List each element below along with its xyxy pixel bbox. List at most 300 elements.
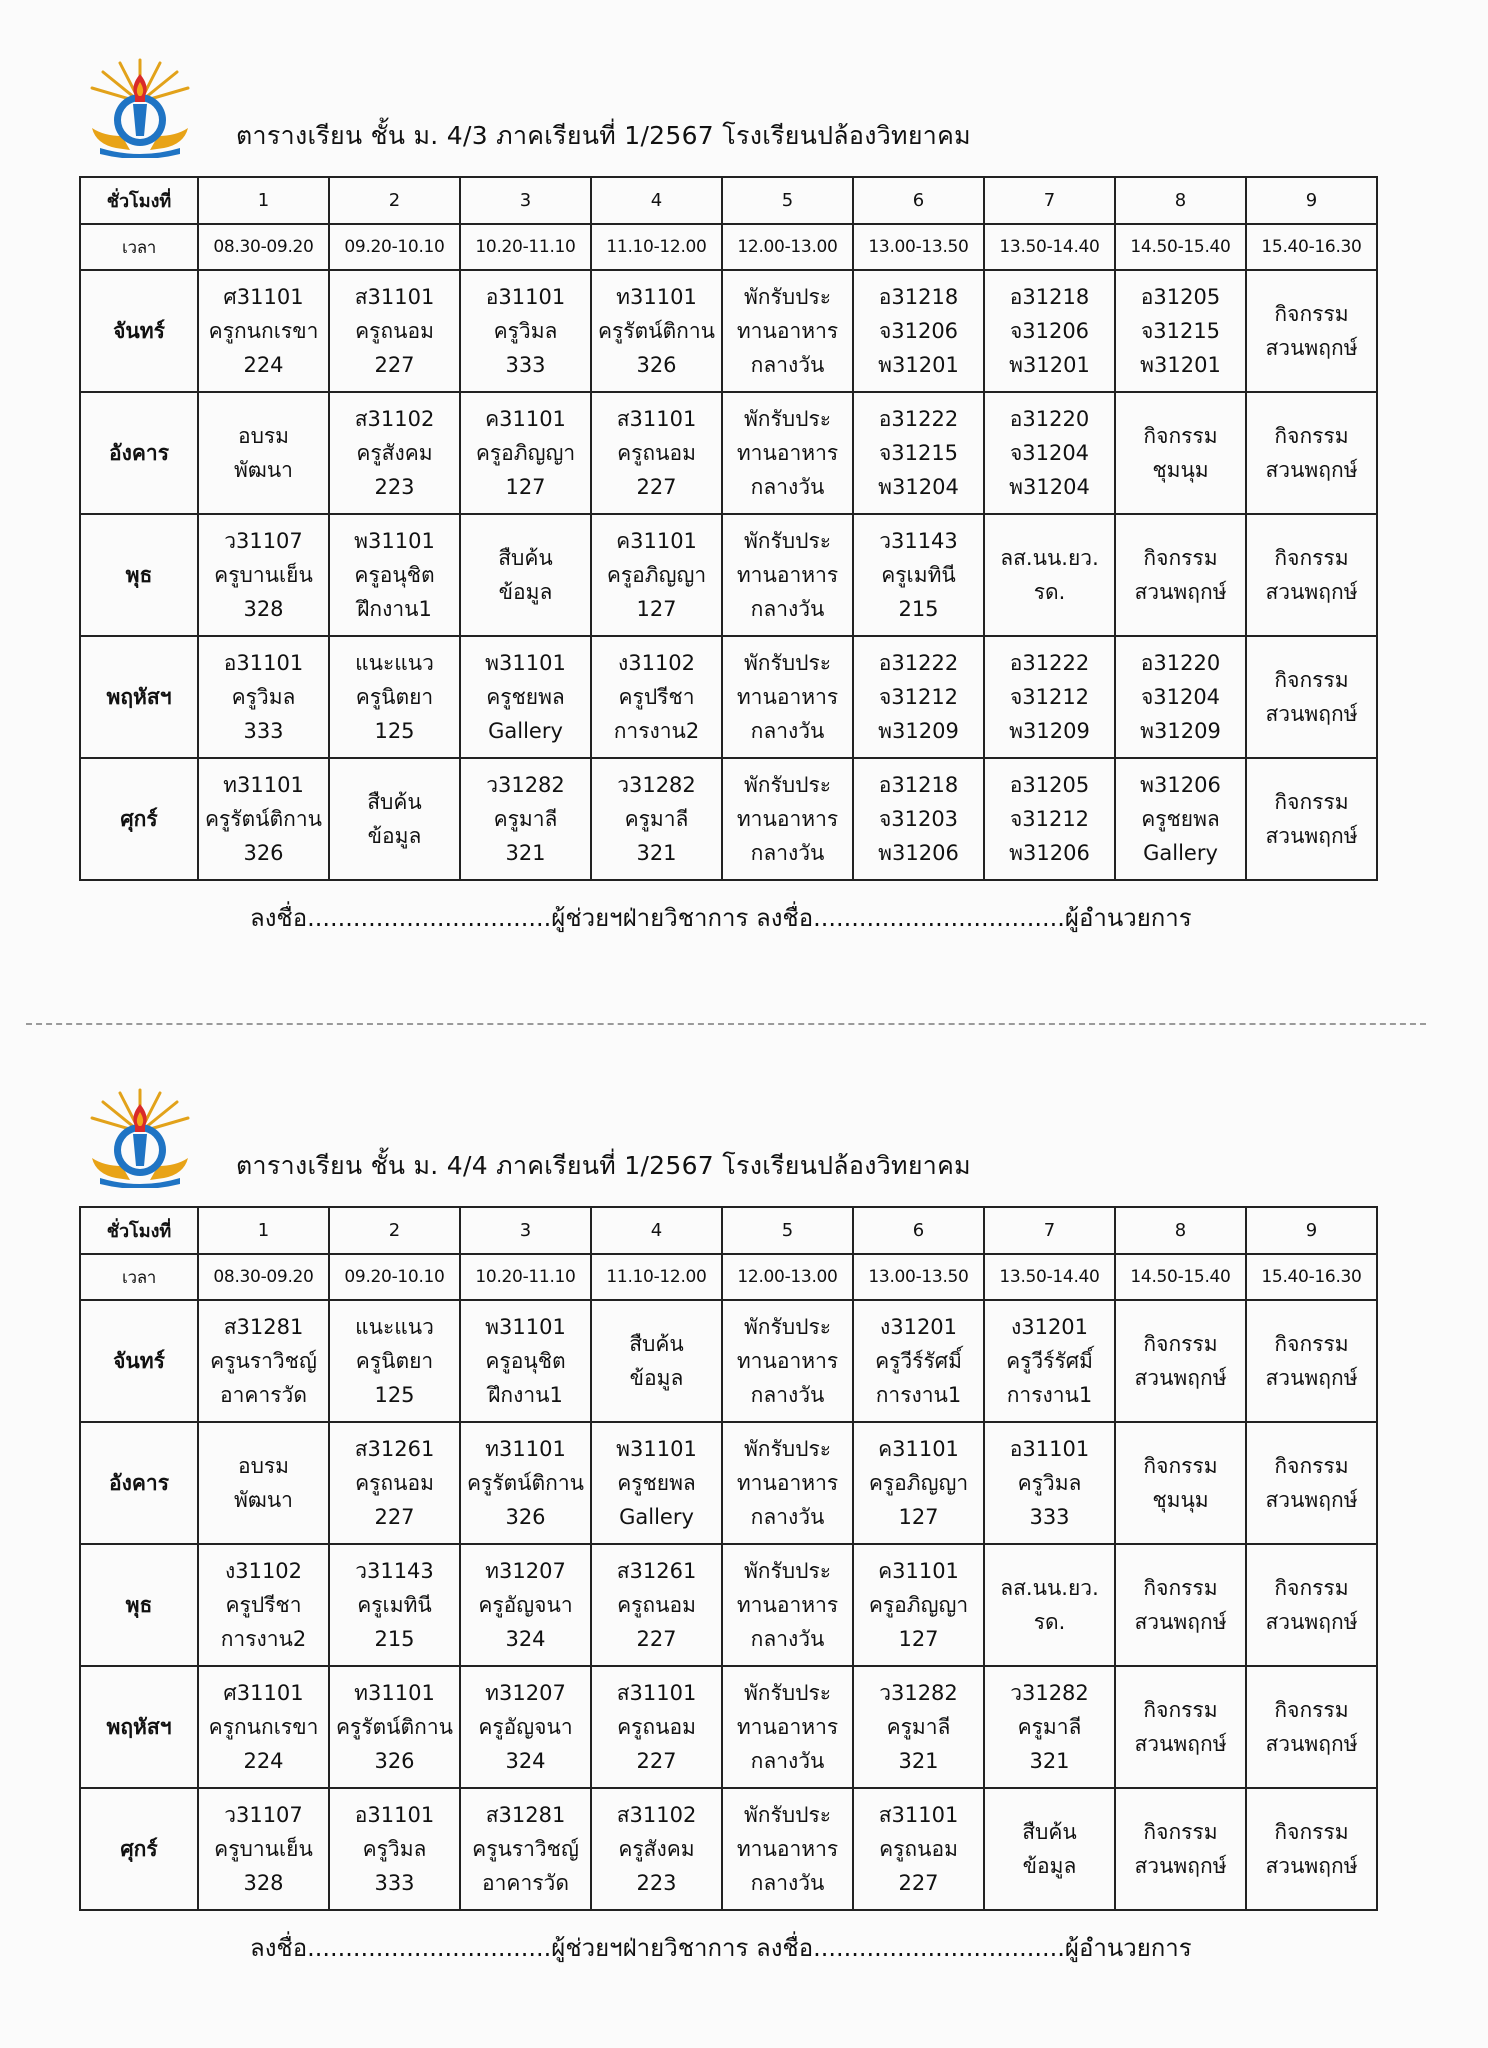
- cell-line: กลางวัน: [750, 719, 825, 743]
- cell-line: พักรับประ: [743, 1437, 832, 1461]
- cell-line: ข้อมูล: [367, 824, 422, 848]
- time-slot: 14.50-15.40: [1115, 1254, 1246, 1300]
- schedule-cell: [460, 1544, 591, 1666]
- schedule-cell: [198, 1666, 329, 1788]
- cell-line: พ31101: [354, 529, 435, 553]
- time-slot: 11.10-12.00: [591, 224, 722, 270]
- schedule-cell: [722, 1544, 853, 1666]
- schedule-cell: [722, 1666, 853, 1788]
- day-name: พฤหัสฯ: [80, 1666, 198, 1788]
- cell-line: ครูอภิญญา: [868, 1471, 969, 1495]
- period-number: 9: [1246, 1207, 1377, 1254]
- cell-line: ง31201: [879, 1315, 958, 1339]
- cell-line: 321: [505, 841, 546, 865]
- time-slot: 11.10-12.00: [591, 1254, 722, 1300]
- cell-line: Gallery: [1143, 841, 1218, 865]
- cell-line: ครูมาลี: [886, 1715, 951, 1739]
- day-row: [80, 1666, 1377, 1788]
- day-name: อังคาร: [80, 1422, 198, 1544]
- schedule-cell: [1246, 1422, 1377, 1544]
- schedule-cell: [591, 270, 722, 392]
- cell-line: 224: [243, 1749, 284, 1773]
- cell-line: จ31212: [1009, 685, 1090, 709]
- cell-line: ครูมาลี: [624, 807, 689, 831]
- cell-line: สวนพฤกษ์: [1265, 1366, 1358, 1390]
- cell-line: กลางวัน: [750, 597, 825, 621]
- cell-line: สวนพฤกษ์: [1265, 1488, 1358, 1512]
- schedule-cell: [460, 270, 591, 392]
- cell-line: 321: [636, 841, 677, 865]
- cell-line: กิจกรรม: [1143, 1576, 1218, 1600]
- cell-line: สวนพฤกษ์: [1265, 458, 1358, 482]
- schedule-cell: [460, 1666, 591, 1788]
- cell-line: 227: [636, 475, 677, 499]
- cell-line: แนะแนว: [355, 1315, 434, 1339]
- cell-line: อ31218: [1009, 285, 1090, 309]
- cell-line: พ31204: [1009, 475, 1090, 499]
- schedule-cell: [329, 1788, 460, 1910]
- cell-line: กิจกรรม: [1274, 302, 1349, 326]
- schedule-cell: [591, 636, 722, 758]
- cell-line: 215: [374, 1627, 415, 1651]
- schedule-cell: [460, 636, 591, 758]
- time-slot: 13.00-13.50: [853, 224, 984, 270]
- cell-line: อ31205: [1140, 285, 1221, 309]
- cell-line: ครูถนอม: [879, 1837, 958, 1861]
- period-number: 6: [853, 1207, 984, 1254]
- school-logo-icon: [86, 58, 194, 158]
- time-slot: 13.50-14.40: [984, 1254, 1115, 1300]
- cell-line: ส31102: [616, 1803, 697, 1827]
- cell-line: พ31209: [1009, 719, 1090, 743]
- cell-line: ทานอาหาร: [736, 563, 839, 587]
- page-title: ตารางเรียน ชั้น ม. 4/4 ภาคเรียนที่ 1/2567 โรงเรียนปล้องวิทยาคม: [236, 1151, 971, 1180]
- schedule-cell: [722, 758, 853, 880]
- time-slot: 12.00-13.00: [722, 1254, 853, 1300]
- schedule-cell: [984, 636, 1115, 758]
- cell-line: พ31206: [1140, 773, 1221, 797]
- cell-line: ส31101: [616, 407, 697, 431]
- period-number: 3: [460, 1207, 591, 1254]
- schedule-cell: [329, 1300, 460, 1422]
- cell-line: สืบค้น: [629, 1332, 684, 1356]
- period-number: 2: [329, 1207, 460, 1254]
- cell-line: ครูรัตน์ติกาน: [335, 1715, 454, 1739]
- cell-line: 127: [505, 475, 546, 499]
- cell-line: พักรับประ: [743, 407, 832, 431]
- schedule-cell: [1115, 1422, 1246, 1544]
- cell-line: ท31101: [354, 1681, 435, 1705]
- time-slot: 14.50-15.40: [1115, 224, 1246, 270]
- schedule-cell: [984, 1422, 1115, 1544]
- cell-line: 326: [243, 841, 284, 865]
- cell-line: ครูบานเย็น: [214, 1837, 313, 1861]
- cell-line: ว31107: [224, 529, 303, 553]
- cell-line: แนะแนว: [355, 651, 434, 675]
- day-name: พุธ: [80, 514, 198, 636]
- cell-line: ง31102: [617, 651, 696, 675]
- cell-line: ทานอาหาร: [736, 807, 839, 831]
- cell-line: อ31222: [878, 651, 959, 675]
- period-number: 5: [722, 1207, 853, 1254]
- cell-line: ทานอาหาร: [736, 1349, 839, 1373]
- cell-line: สวนพฤกษ์: [1265, 1854, 1358, 1878]
- schedule-cell: [460, 1300, 591, 1422]
- day-name: ศุกร์: [80, 758, 198, 880]
- cell-line: ครูถนอม: [617, 1593, 696, 1617]
- cell-line: อ31218: [878, 285, 959, 309]
- schedule-cell: [722, 270, 853, 392]
- cell-line: ค31101: [616, 529, 697, 553]
- cell-line: กลางวัน: [750, 353, 825, 377]
- schedule-cell: [591, 1544, 722, 1666]
- cell-line: ครูสังคม: [356, 441, 433, 465]
- cell-line: พ31101: [485, 651, 566, 675]
- schedule-cell: [329, 1422, 460, 1544]
- cell-line: กิจกรรม: [1143, 424, 1218, 448]
- cell-line: กิจกรรม: [1274, 424, 1349, 448]
- cell-line: พ31201: [1009, 353, 1090, 377]
- cell-line: ครูปรีชา: [618, 685, 695, 709]
- cell-line: อ31220: [1009, 407, 1090, 431]
- cell-line: ครูอนุชิต: [485, 1349, 566, 1373]
- schedule-cell: [722, 1788, 853, 1910]
- cell-line: ค31101: [878, 1437, 959, 1461]
- cell-line: ส31281: [485, 1803, 566, 1827]
- schedule-cell: [853, 514, 984, 636]
- schedule-cell: [1246, 270, 1377, 392]
- day-row: [80, 758, 1377, 880]
- schedule-cell: [853, 392, 984, 514]
- cell-line: 333: [1029, 1505, 1070, 1529]
- cell-line: พ31201: [1140, 353, 1221, 377]
- cell-line: ท31101: [223, 773, 304, 797]
- cell-line: 324: [505, 1749, 546, 1773]
- schedule-cell: [329, 1666, 460, 1788]
- cell-line: 125: [374, 719, 415, 743]
- schedule-cell: [460, 392, 591, 514]
- cut-line-divider: [26, 1023, 1426, 1025]
- cell-line: พ31101: [616, 1437, 697, 1461]
- cell-line: ครูวิมล: [493, 319, 558, 343]
- schedule-cell: [853, 758, 984, 880]
- cell-line: ท31207: [485, 1559, 566, 1583]
- cell-line: ข้อมูล: [629, 1366, 684, 1390]
- cell-line: ครูถนอม: [617, 441, 696, 465]
- cell-line: ค31101: [878, 1559, 959, 1583]
- cell-line: ครูรัตน์ติกาน: [204, 807, 323, 831]
- cell-line: ครูถนอม: [355, 319, 434, 343]
- cell-line: สวนพฤกษ์: [1265, 824, 1358, 848]
- cell-line: ครูรัตน์ติกาน: [466, 1471, 585, 1495]
- cell-line: อบรม: [237, 424, 290, 448]
- cell-line: ครูนราวิชญ์: [210, 1349, 317, 1373]
- schedule-cell: [198, 1788, 329, 1910]
- cell-line: ข้อมูล: [1022, 1854, 1077, 1878]
- day-name: พุธ: [80, 1544, 198, 1666]
- cell-line: ครูวีร์รัศมิ์: [1006, 1349, 1093, 1373]
- schedule-cell: [984, 758, 1115, 880]
- cell-line: ครูอภิญญา: [868, 1593, 969, 1617]
- cell-line: 127: [898, 1505, 939, 1529]
- cell-line: ทานอาหาร: [736, 1715, 839, 1739]
- schedule-cell: [1115, 270, 1246, 392]
- cell-line: กิจกรรม: [1274, 1698, 1349, 1722]
- schedule-cell: [460, 1788, 591, 1910]
- cell-line: ท31207: [485, 1681, 566, 1705]
- cell-line: พ31209: [1140, 719, 1221, 743]
- period-number: 6: [853, 177, 984, 224]
- cell-line: ว31282: [617, 773, 696, 797]
- signature-line: ลงชื่อ................................ผู้ช่วยฯฝ่ายวิชาการ ลงชื่อ.................................ผู้อำนวยการ: [250, 904, 1192, 932]
- day-row: [80, 636, 1377, 758]
- cell-line: อบรม: [237, 1454, 290, 1478]
- cell-line: สวนพฤกษ์: [1134, 1366, 1227, 1390]
- schedule-cell: [198, 1544, 329, 1666]
- cell-line: ครูบานเย็น: [214, 563, 313, 587]
- time-header-label: เวลา: [80, 1254, 198, 1300]
- cell-line: กิจกรรม: [1274, 1454, 1349, 1478]
- cell-line: ศ31101: [223, 285, 304, 309]
- schedule-cell: [1246, 1544, 1377, 1666]
- time-slot: 13.00-13.50: [853, 1254, 984, 1300]
- cell-line: 224: [243, 353, 284, 377]
- schedule-cell: [722, 1422, 853, 1544]
- schedule-cell: [591, 514, 722, 636]
- cell-line: ครูชยพล: [1141, 807, 1220, 831]
- cell-line: ครูวิมล: [1017, 1471, 1082, 1495]
- cell-line: พ31209: [878, 719, 959, 743]
- schedule-cell: [722, 514, 853, 636]
- schedule-cell: [853, 636, 984, 758]
- period-header-row: [80, 177, 1377, 224]
- period-number: 7: [984, 1207, 1115, 1254]
- cell-line: 321: [898, 1749, 939, 1773]
- schedule-cell: [1115, 1300, 1246, 1422]
- day-name: จันทร์: [80, 1300, 198, 1422]
- cell-line: ทานอาหาร: [736, 319, 839, 343]
- cell-line: อ31222: [878, 407, 959, 431]
- timetable: [79, 1206, 1378, 1911]
- cell-line: 333: [505, 353, 546, 377]
- cell-line: พัฒนา: [234, 1488, 293, 1512]
- cell-line: ครูเมทินี: [881, 563, 956, 587]
- cell-line: สวนพฤกษ์: [1265, 702, 1358, 726]
- schedule-cell: [591, 1666, 722, 1788]
- cell-line: ทานอาหาร: [736, 1837, 839, 1861]
- cell-line: Gallery: [488, 719, 563, 743]
- time-slot: 08.30-09.20: [198, 224, 329, 270]
- cell-line: ส31102: [354, 407, 435, 431]
- schedule-cell: [329, 270, 460, 392]
- cell-line: ส31101: [616, 1681, 697, 1705]
- period-number: 1: [198, 1207, 329, 1254]
- schedule-cell: [853, 1544, 984, 1666]
- page-title: ตารางเรียน ชั้น ม. 4/3 ภาคเรียนที่ 1/2567 โรงเรียนปล้องวิทยาคม: [236, 121, 971, 150]
- cell-line: 125: [374, 1383, 415, 1407]
- schedule-cell: [1115, 1666, 1246, 1788]
- cell-line: 333: [243, 719, 284, 743]
- cell-line: ค31101: [485, 407, 566, 431]
- day-row: [80, 392, 1377, 514]
- cell-line: ครูอภิญญา: [606, 563, 707, 587]
- schedule-cell: [984, 1544, 1115, 1666]
- cell-line: สวนพฤกษ์: [1134, 1854, 1227, 1878]
- cell-line: กลางวัน: [750, 475, 825, 499]
- cell-line: การงาน1: [875, 1383, 962, 1407]
- cell-line: กิจกรรม: [1143, 1820, 1218, 1844]
- cell-line: ท31101: [616, 285, 697, 309]
- cell-line: กิจกรรม: [1143, 1454, 1218, 1478]
- time-row: [80, 1254, 1377, 1300]
- period-header-row: [80, 1207, 1377, 1254]
- cell-line: 321: [1029, 1749, 1070, 1773]
- schedule-cell: [1246, 1666, 1377, 1788]
- cell-line: ครูถนอม: [617, 1715, 696, 1739]
- cell-line: สืบค้น: [498, 546, 553, 570]
- schedule-cell: [591, 1422, 722, 1544]
- schedule-cell: [198, 1300, 329, 1422]
- cell-line: จ31206: [878, 319, 959, 343]
- cell-line: พ31206: [878, 841, 959, 865]
- period-number: 3: [460, 177, 591, 224]
- time-slot: 10.20-11.10: [460, 1254, 591, 1300]
- schedule-cell: [198, 758, 329, 880]
- cell-line: ลส.นน.ยว.: [1000, 546, 1099, 570]
- cell-line: ท31101: [485, 1437, 566, 1461]
- cell-line: กลางวัน: [750, 1505, 825, 1529]
- schedule-cell: [460, 758, 591, 880]
- cell-line: การงาน2: [613, 719, 700, 743]
- cell-line: ง31102: [224, 1559, 303, 1583]
- cell-line: ครูอัญจนา: [478, 1715, 573, 1739]
- day-row: [80, 1788, 1377, 1910]
- schedule-cell: [1246, 514, 1377, 636]
- schedule-cell: [853, 270, 984, 392]
- day-row: [80, 1300, 1377, 1422]
- cell-line: ครูมาลี: [493, 807, 558, 831]
- schedule-cell: [984, 392, 1115, 514]
- cell-line: กิจกรรม: [1274, 1820, 1349, 1844]
- cell-line: ชุมนุม: [1152, 1488, 1209, 1512]
- period-header-label: ชั่วโมงที่: [80, 177, 198, 224]
- cell-line: สวนพฤกษ์: [1134, 580, 1227, 604]
- schedule-cell: [329, 392, 460, 514]
- schedule-cell: [722, 636, 853, 758]
- day-name: ศุกร์: [80, 1788, 198, 1910]
- cell-line: ว31143: [355, 1559, 434, 1583]
- cell-line: ฝึกงาน1: [357, 597, 432, 621]
- period-header-label: ชั่วโมงที่: [80, 1207, 198, 1254]
- cell-line: กลางวัน: [750, 1871, 825, 1895]
- cell-line: 227: [374, 1505, 415, 1529]
- cell-line: กลางวัน: [750, 1627, 825, 1651]
- cell-line: การงาน2: [220, 1627, 307, 1651]
- cell-line: สวนพฤกษ์: [1134, 1732, 1227, 1756]
- cell-line: ส31261: [616, 1559, 697, 1583]
- cell-line: 326: [505, 1505, 546, 1529]
- cell-line: จ31204: [1140, 685, 1221, 709]
- schedule-cell: [460, 1422, 591, 1544]
- cell-line: พักรับประ: [743, 651, 832, 675]
- day-row: [80, 1422, 1377, 1544]
- cell-line: 324: [505, 1627, 546, 1651]
- school-logo-icon: [86, 1088, 194, 1188]
- schedule-cell: [1246, 758, 1377, 880]
- cell-line: อ31101: [485, 285, 566, 309]
- cell-line: จ31212: [878, 685, 959, 709]
- schedule-cell: [1115, 514, 1246, 636]
- cell-line: อ31218: [878, 773, 959, 797]
- cell-line: ว31282: [1010, 1681, 1089, 1705]
- time-header-label: เวลา: [80, 224, 198, 270]
- cell-line: ว31107: [224, 1803, 303, 1827]
- schedule-cell: [984, 1666, 1115, 1788]
- time-slot: 08.30-09.20: [198, 1254, 329, 1300]
- cell-line: ครูอภิญญา: [475, 441, 576, 465]
- schedule-cell: [591, 1300, 722, 1422]
- time-slot: 10.20-11.10: [460, 224, 591, 270]
- schedule-cell: [329, 758, 460, 880]
- period-number: 7: [984, 177, 1115, 224]
- period-number: 1: [198, 177, 329, 224]
- cell-line: รด.: [1033, 1610, 1066, 1634]
- schedule-cell: [591, 1788, 722, 1910]
- schedule-cell: [984, 514, 1115, 636]
- cell-line: พักรับประ: [743, 1681, 832, 1705]
- schedule-cell: [1115, 392, 1246, 514]
- cell-line: อ31222: [1009, 651, 1090, 675]
- cell-line: Gallery: [619, 1505, 694, 1529]
- schedule-cell: [984, 1300, 1115, 1422]
- period-number: 9: [1246, 177, 1377, 224]
- cell-line: ครูวิมล: [231, 685, 296, 709]
- schedule-cell: [1246, 1300, 1377, 1422]
- cell-line: การงาน1: [1006, 1383, 1093, 1407]
- cell-line: 223: [374, 475, 415, 499]
- period-number: 2: [329, 177, 460, 224]
- cell-line: ครูกนกเรขา: [208, 1715, 319, 1739]
- cell-line: อ31101: [354, 1803, 435, 1827]
- day-name: อังคาร: [80, 392, 198, 514]
- schedule-cell: [329, 514, 460, 636]
- cell-line: พ31204: [878, 475, 959, 499]
- day-name: จันทร์: [80, 270, 198, 392]
- cell-line: ครูเมทินี: [357, 1593, 432, 1617]
- cell-line: 127: [636, 597, 677, 621]
- cell-line: จ31203: [878, 807, 959, 831]
- cell-line: พักรับประ: [743, 773, 832, 797]
- schedule-cell: [591, 758, 722, 880]
- cell-line: จ31215: [1140, 319, 1221, 343]
- cell-line: อาคารวัด: [220, 1383, 307, 1407]
- schedule-cell: [722, 1300, 853, 1422]
- time-slot: 09.20-10.10: [329, 1254, 460, 1300]
- schedule-cell: [198, 636, 329, 758]
- cell-line: ครูรัตน์ติกาน: [597, 319, 716, 343]
- cell-line: ทานอาหาร: [736, 1593, 839, 1617]
- cell-line: ครูมาลี: [1017, 1715, 1082, 1739]
- period-number: 8: [1115, 177, 1246, 224]
- cell-line: ทานอาหาร: [736, 441, 839, 465]
- cell-line: จ31212: [1009, 807, 1090, 831]
- schedule-cell: [329, 636, 460, 758]
- cell-line: กิจกรรม: [1274, 668, 1349, 692]
- schedule-cell: [1246, 636, 1377, 758]
- cell-line: 227: [636, 1749, 677, 1773]
- schedule-cell: [1115, 1544, 1246, 1666]
- signature-line: ลงชื่อ................................ผู้ช่วยฯฝ่ายวิชาการ ลงชื่อ.................................ผู้อำนวยการ: [250, 1934, 1192, 1962]
